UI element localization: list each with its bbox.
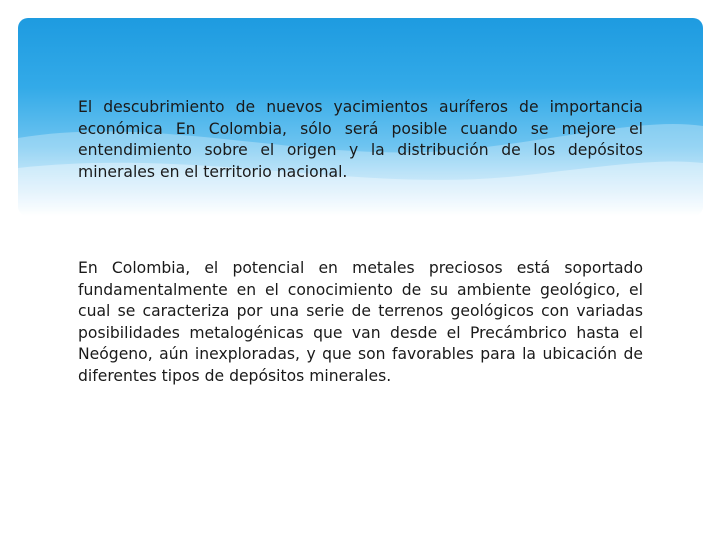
paragraph-2: En Colombia, el potencial en metales preciosos está soportado fundamentalmente en el conocimiento de su ambiente geológico, el cual se caracteriza por una serie de terrenos geológicos con variadas posibilidades metalogénicas que van desde el Precámbrico hasta el Neógeno, aún inexploradas, y que son favorables para la ubicación de diferentes tipos de depósitos minerales. xyxy=(78,259,643,385)
paragraph-1: El descubrimiento de nuevos yacimientos auríferos de importancia económica En Colombia, sólo será posible cuando se mejore el entendimiento sobre el origen y la distribución de los depósitos minerales en el territorio nacional. xyxy=(78,98,643,181)
